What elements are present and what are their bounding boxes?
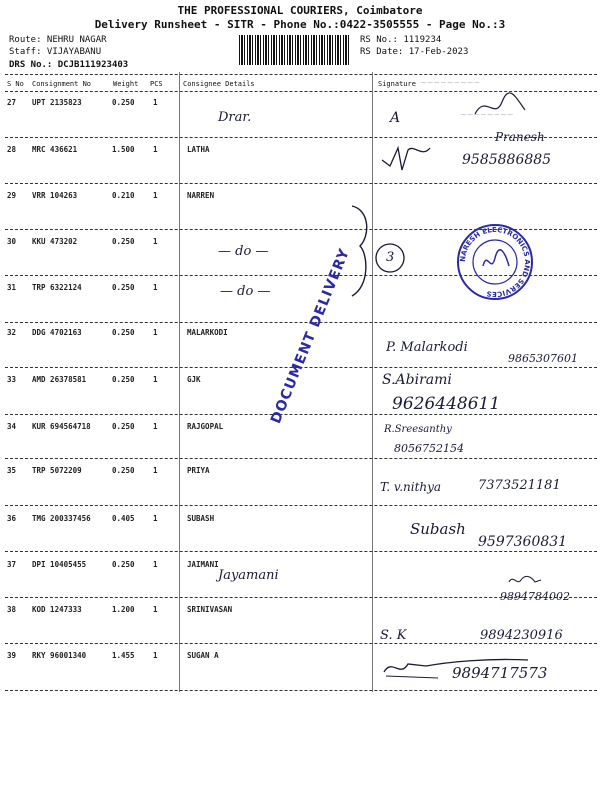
handwritten-signature: S.Abirami [382,372,452,388]
row-consignment-no: TRP 5072209 [32,466,82,475]
row-consignment-no: KOD 1247333 [32,605,82,614]
col-header-weight: Weight [113,80,139,88]
row-pcs: 1 [153,605,158,614]
row-consignee: MALARKODI [187,328,228,337]
rs-date: RS Date: 17-Feb-2023 [360,47,469,57]
row-sno: 37 [7,560,17,569]
row-consignment-no: DPI 10405455 [32,560,87,569]
row-divider [5,505,597,506]
drs-label [9,60,128,70]
col-header-pcs: PCS [150,80,163,88]
row-sno: 35 [7,466,17,475]
document-delivery-stamp: DOCUMENT DELIVERY [268,245,354,426]
col-header-signature: Signature [378,80,416,88]
row-consignment-no: MRC 436621 [32,145,78,154]
row-divider [5,551,597,552]
row-consignment-no: UPT 2135823 [32,98,82,107]
handwritten-name: Jayamani [218,568,279,583]
row-weight: 0.250 [112,283,135,292]
handwritten-phone: 9626448611 [392,394,501,414]
row-weight: 0.210 [112,191,135,200]
signature-column-line [372,72,373,692]
handwritten-phone: 9865307601 [508,352,578,365]
row-pcs: 1 [153,651,158,660]
row-sno: 31 [7,283,17,292]
col-header-consignee: Consignee Details [183,80,255,88]
staff-label: Staff: VIJAYABANU [9,47,102,57]
row-sno: 36 [7,514,17,523]
row-sno: 38 [7,605,17,614]
row-divider [5,414,597,415]
handwritten-signature: A [390,110,401,126]
row-pcs: 1 [153,191,158,200]
row-consignment-no: KKU 473202 [32,237,78,246]
handwritten-phone: 9894717573 [452,664,548,682]
handwritten-signature: S. K [380,628,407,643]
row-consignment-no: VRR 104263 [32,191,78,200]
handwritten-phone: 8056752154 [394,442,464,455]
svg-text:NARESH ELECTRONICS AND SERVICE [459,226,531,298]
handwritten-signature: Subash [410,520,466,538]
header-rule-top [5,74,597,75]
row-sno: 34 [7,422,17,431]
row-consignee: SRINIVASAN [187,605,233,614]
row-consignee: LATHA [187,145,210,154]
row-consignee: JAIMANI [187,560,219,569]
faint-signature-bleed: ~~~~~~~~ [460,110,514,119]
col-header-consignment: Consignment No [32,80,92,88]
row-consignment-no: RKY 96001340 [32,651,87,660]
handwritten-signature: P. Malarkodi [386,340,468,355]
row-divider [5,690,597,691]
row-weight: 1.200 [112,605,135,614]
signature-scribble [505,572,545,588]
row-sno: 39 [7,651,17,660]
row-pcs: 1 [153,237,158,246]
row-consignee: RAJGOPAL [187,422,224,431]
row-pcs: 1 [153,98,158,107]
col-header-sno: S No [7,80,24,88]
row-weight: 0.250 [112,466,135,475]
row-consignment-no: KUR 694564718 [32,422,91,431]
signature-scribble [470,92,530,122]
row-divider [5,458,597,459]
row-sno: 29 [7,191,17,200]
company-title: THE PROFESSIONAL COURIERS, Coimbatore [177,4,423,17]
row-pcs: 1 [153,466,158,475]
runsheet-subtitle: Delivery Runsheet - SITR - Phone No.:0422-3505555 - Page No.:3 [94,18,506,31]
row-weight: 0.250 [112,560,135,569]
row-sno: 30 [7,237,17,246]
row-sno: 32 [7,328,17,337]
row-sno: 33 [7,375,17,384]
handwritten-name: Pranesh [495,130,545,144]
row-consignee: SUGAN A [187,651,219,660]
row-pcs: 1 [153,328,158,337]
row-weight: 0.250 [112,375,135,384]
row-consignee: SUBASH [187,514,215,523]
row-weight: 0.250 [112,237,135,246]
row-consignment-no: TRP 6322124 [32,283,82,292]
row-weight: 0.250 [112,328,135,337]
handwritten-phone: 9597360831 [478,534,568,550]
row-consignee: PRIYA [187,466,210,475]
row-weight: 0.250 [112,422,135,431]
row-sno: 27 [7,98,17,107]
company-seal [455,222,535,302]
row-weight: 0.250 [112,98,135,107]
handwritten-phone: 9585886885 [462,152,552,168]
row-weight: 1.455 [112,651,135,660]
row-divider [5,643,597,644]
route-label: Route: NEHRU NAGAR [9,35,107,45]
circled-count: 3 [386,250,395,265]
faint-signature-bleed: ~~~~~~~~~ [420,78,481,87]
row-pcs: 1 [153,514,158,523]
handwritten-signature: T. v.nithya [380,480,442,494]
handwritten-note: Drar. [218,110,252,125]
row-pcs: 1 [153,375,158,384]
row-weight: 0.405 [112,514,135,523]
row-pcs: 1 [153,145,158,154]
row-pcs: 1 [153,283,158,292]
handwritten-phone: 9894230916 [480,628,563,643]
row-sno: 28 [7,145,17,154]
rs-number: RS No.: 1119234 [360,35,442,45]
row-consignment-no: DDG 4702163 [32,328,82,337]
row-weight: 1.500 [112,145,135,154]
row-divider [5,183,597,184]
row-divider [5,322,597,323]
row-consignment-no: TMG 200337456 [32,514,91,523]
drs-value: DRS No.: DCJB111923403 [9,60,129,70]
signature-scribble [378,140,438,175]
handwritten-signature: R.Sreesanthy [384,424,452,435]
consignee-column-line [179,72,180,692]
handwritten-phone: 9894784002 [500,590,570,603]
row-pcs: 1 [153,560,158,569]
row-consignee: NARREN [187,191,215,200]
handwritten-ditto: — do — [218,244,269,259]
handwritten-ditto: — do — [220,284,271,299]
row-pcs: 1 [153,422,158,431]
row-consignee: GJK [187,375,201,384]
seal-text: NARESH ELECTRONICS AND SERVICES [458,225,532,299]
handwritten-phone: 7373521181 [478,478,561,493]
barcode [239,35,351,65]
row-consignment-no: AMD 26378581 [32,375,87,384]
